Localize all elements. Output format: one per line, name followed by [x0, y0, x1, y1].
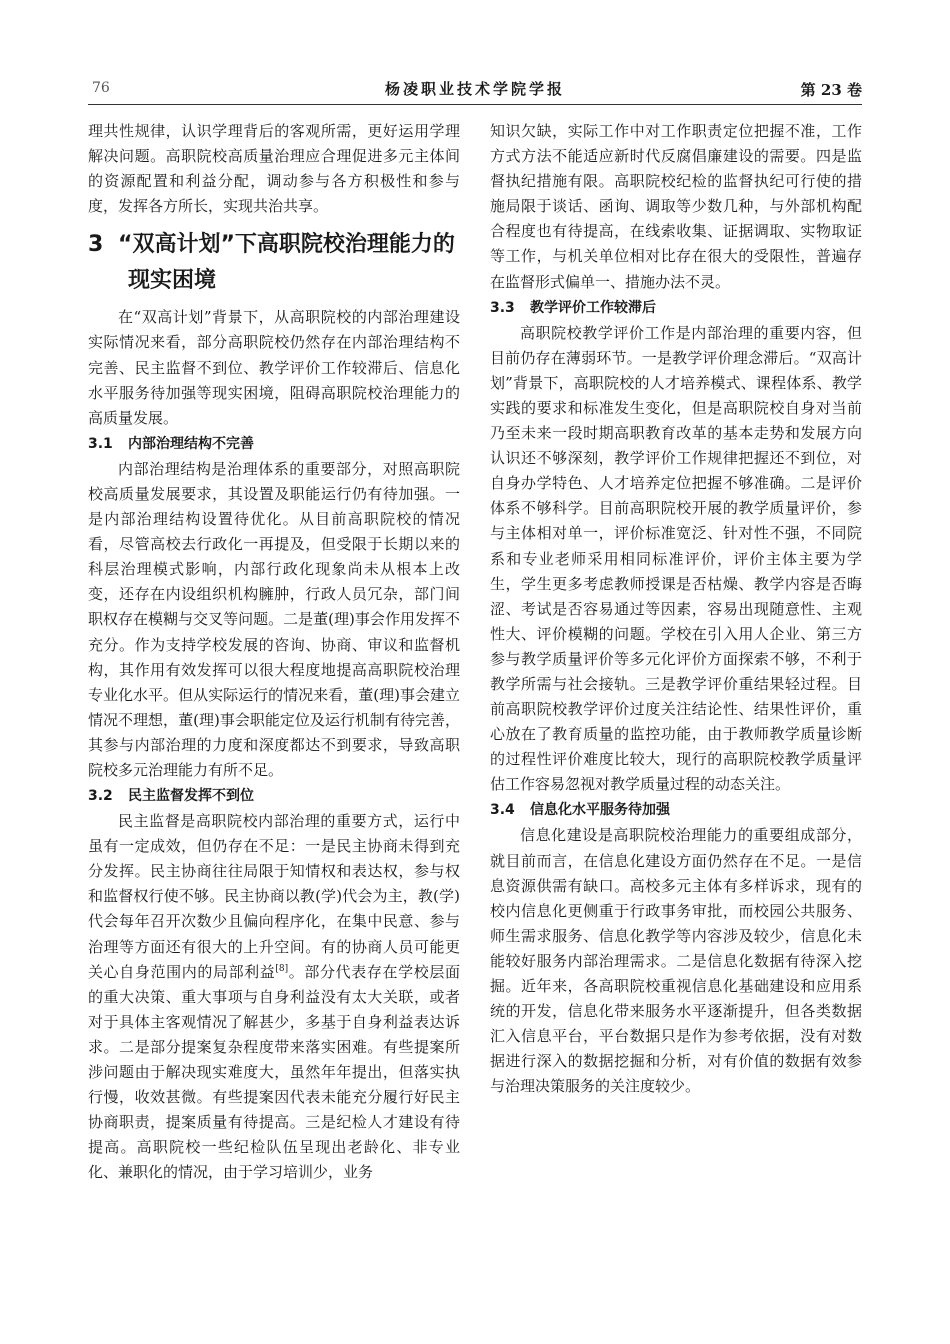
left-column	[88, 119, 460, 1185]
section-3-paragraph: 在“双高计划”背景下，从高职院校的内部治理建设实际情况来看，部分高职院校仍然存在内部治理结构不完善、民主监督不到位、教学评价工作较滞后、信息化水平服务待加强等现实困境，阻碍高职院校治理能力的高质量发展。	[88, 308, 460, 427]
section-3-1-number: 3.1	[88, 435, 113, 452]
section-3-1-title: 内部治理结构不完善	[128, 435, 254, 452]
section-3-3-heading	[490, 295, 862, 321]
section-3-number: 3	[88, 232, 104, 258]
page-number: 76	[92, 80, 110, 96]
running-header	[88, 78, 862, 102]
journal-title: 杨凌职业技术学院学报	[384, 80, 565, 98]
citation-8: [8]	[275, 963, 289, 974]
section-3-2-number: 3.2	[88, 788, 113, 805]
right-column	[490, 119, 862, 1099]
section-3-1-heading	[88, 431, 460, 457]
section-3-1-paragraph: 内部治理结构是治理体系的重要部分，对照高职院校高质量发展要求，其设置及职能运行仍有待加强。一是内部治理结构设置待优化。从目前高职院校的情况看，尽管高校去行政化一再提及，但受限于长期以来的科层治理模式影响，内部行政化现象尚未从根本上改变，还存在内设组织机构臃肿，行政人员冗杂，部门间职权存在模糊与交叉等问题。二是董(理)事会作用发挥不充分。作为支持学校发展的咨询、协商、审议和监督机构，其作用有效发挥可以很大程度地提高高职院校治理专业化水平。但从实际运行的情况来看，董(理)事会建立情况不理想，董(理)事会职能定位及运行机制有待完善，其参与内部治理的力度和深度都达不到要求，导致高职院校多元治理能力有所不足。	[88, 459, 460, 779]
continued-paragraph: 知识欠缺，实际工作中对工作职责定位把握不准，工作方式方法不能适应新时代反腐倡廉建设的需要。四是监督执纪措施有限。高职院校纪检的监督执纪可行使的措施局限于谈话、函询、调取等少数几种，与外部机构配合程度也有待提高，在线索收集、证据调取、实物取证等工作，与机关单位相对比存在很大的受限性，普遍存在监督形式偏单一、措施办法不灵。	[490, 122, 862, 291]
section-3-4-heading	[490, 797, 862, 823]
section-3-heading	[88, 227, 460, 299]
section-3-title: “双高计划”下高职院校治理能力的现实困境	[118, 232, 455, 294]
section-3-2-heading	[88, 783, 460, 809]
intro-paragraph: 理共性规律，认识学理背后的客观所需，更好运用学理解决问题。高职院校高质量治理应合理促进多元主体间的资源配置和利益分配，调动参与各方积极性和参与度，发挥各方所长，实现共治共享。	[88, 122, 460, 216]
section-3-3-title: 教学评价工作较滞后	[530, 299, 656, 316]
section-3-2-title: 民主监督发挥不到位	[128, 788, 254, 805]
section-3-4-number: 3.4	[490, 802, 515, 819]
section-3-4-title: 信息化水平服务待加强	[530, 802, 670, 819]
section-3-2-text-a: 民主监督是高职院校内部治理的重要方式，运行中虽有一定成效，但仍存在不足：一是民主协商未得到充分发挥。民主协商往往局限于知情权和表达权，参与权和监督权行使不够。民主协商以教(学)代会为主，教(学)代会每年召开次数少且偏向程序化，在集中民意、参与治理等方面还有很大的上升空间。有的协商人员可能更关心自身范围内的局部利益	[88, 812, 460, 981]
section-3-3-number: 3.3	[490, 299, 515, 316]
section-3-2-text-b: 。部分代表存在学校层面的重大决策、重大事项与自身利益没有太大关联，或者对于具体主客观情况了解甚少，多基于自身利益表达诉求。二是部分提案复杂程度带来落实困难。有些提案所涉问题由于解决现实难度大，虽然年年提出，但落实执行慢，收效甚微。有些提案因代表未能充分履行好民主协商职责，提案质量有待提高。三是纪检人才建设有待提高。高职院校一些纪检队伍呈现出老龄化、非专业化、兼职化的情况，由于学习培训少，业务	[88, 962, 460, 1182]
section-3-4-paragraph: 信息化建设是高职院校治理能力的重要组成部分，就目前而言，在信息化建设方面仍然存在不足。一是信息资源供需有缺口。高校多元主体有多样诉求，现有的校内信息化更侧重于行政事务审批，而校园公共服务、师生需求服务、信息化教学等内容涉及较少，信息化未能较好服务内部治理需求。二是信息化数据有待深入挖掘。近年来，各高职院校重视信息化基础建设和应用系统的开发，信息化带来服务水平逐渐提升，但各类数据汇入信息平台，平台数据只是作为参考依据，没有对数据进行深入的数据挖掘和分析，对有价值的数据有效参与治理决策服务的关注度较少。	[490, 826, 862, 1096]
volume-label: 第 23 卷	[800, 81, 862, 99]
section-3-2-paragraph	[88, 809, 460, 1185]
header-rule	[88, 104, 862, 105]
section-3-3-paragraph: 高职院校教学评价工作是内部治理的重要内容，但目前仍存在薄弱环节。一是教学评价理念滞后。“双高计划”背景下，高职院校的人才培养模式、课程体系、教学实践的要求和标准发生变化，但是高职院校自身对当前乃至未来一段时期高职教育改革的基本走势和发展方向认识还不够深刻，教学评价工作规律把握还不到位，对自身办学特色、人才培养定位把握不够准确。二是评价体系不够科学。目前高职院校开展的教学质量评价，参与主体相对单一，评价标准宽泛、针对性不强，不同院系和专业老师采用相同标准评价，评价主体主要为学生，学生更多考虑教师授课是否枯燥、教学内容是否晦涩、考试是否容易通过等因素，容易出现随意性、主观性大、评价模糊的问题。学校在引入用人企业、第三方参与教学质量评价等多元化评价方面探索不够，不利于教学所需与社会接轨。三是教学评价重结果轻过程。目前高职院校教学评价过度关注结论性、结果性评价，重心放在了教育质量的监控功能，由于教师教学质量诊断的过程性评价难度比较大，现行的高职院校教学质量评估工作容易忽视对教学质量过程的动态关注。	[490, 323, 862, 794]
